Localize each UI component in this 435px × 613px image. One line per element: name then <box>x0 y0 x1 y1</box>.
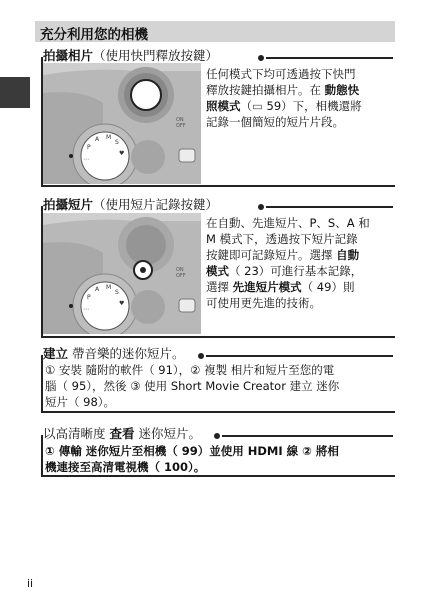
book-icon: ▭ <box>252 99 263 113</box>
svg-text:S: S <box>115 139 119 146</box>
music-section-title: 建立 帶音樂的迷你短片。 <box>43 346 185 361</box>
music-description: ① 安裝 隨附的軟件（ 91），② 複製 相片和短片至您的電 腦（ 95），然後 ③ 使用 Short Movie Creator 建立 迷你 短片（ 98）。 <box>45 363 340 409</box>
svg-text:M: M <box>106 134 112 141</box>
svg-text:P: P <box>87 294 91 301</box>
hd-section-title: 以高清晰度 查看 迷你短片。 <box>43 426 201 441</box>
svg-text:⋯: ⋯ <box>83 306 89 313</box>
svg-text:P: P <box>87 144 91 151</box>
chapter-title: 充分利用您的相機 <box>40 27 148 43</box>
svg-text:ON: ON <box>176 117 184 123</box>
svg-text:A: A <box>95 136 100 143</box>
svg-text:OFF: OFF <box>176 123 186 129</box>
movies-description: 在自動、先進短片、P、S、A 和 M 模式下，透過按下短片記錄 按鍵即可記錄短片。選擇 自動 模式（ 23）可進行基本記錄， 選擇 先進短片模式（ 49）則 可使用更先進的技術。 <box>206 216 370 310</box>
camera-top-illustration-movie <box>43 213 201 334</box>
chapter-header <box>35 21 395 42</box>
svg-text:M: M <box>106 284 112 291</box>
svg-text:♥: ♥ <box>119 300 125 307</box>
hd-description: ① 傳輸 迷你短片至相機（ 99）並使用 HDMI 線 ② 將相 機連接至高清電視機（ 100）。 <box>45 444 339 474</box>
photos-description: 任何模式下均可透過按下快門 釋放按鍵拍攝相片。在 動態快 照模式（▭ 59）下，相機還將 記錄一個簡短的短片片段。 <box>206 67 362 129</box>
svg-text:⋯: ⋯ <box>83 156 89 163</box>
side-tab-marker <box>0 77 30 108</box>
svg-text:S: S <box>115 289 119 296</box>
svg-text:ON: ON <box>176 267 184 273</box>
camera-top-illustration-shutter <box>43 63 201 184</box>
svg-text:♥: ♥ <box>119 150 125 157</box>
photos-section-title: 拍攝相片（使用快門釋放按鍵） <box>43 48 219 63</box>
svg-text:OFF: OFF <box>176 273 186 279</box>
page-number: ii <box>27 577 34 590</box>
svg-text:A: A <box>95 286 100 293</box>
movies-section-title: 拍攝短片（使用短片記錄按鍵） <box>43 197 219 212</box>
